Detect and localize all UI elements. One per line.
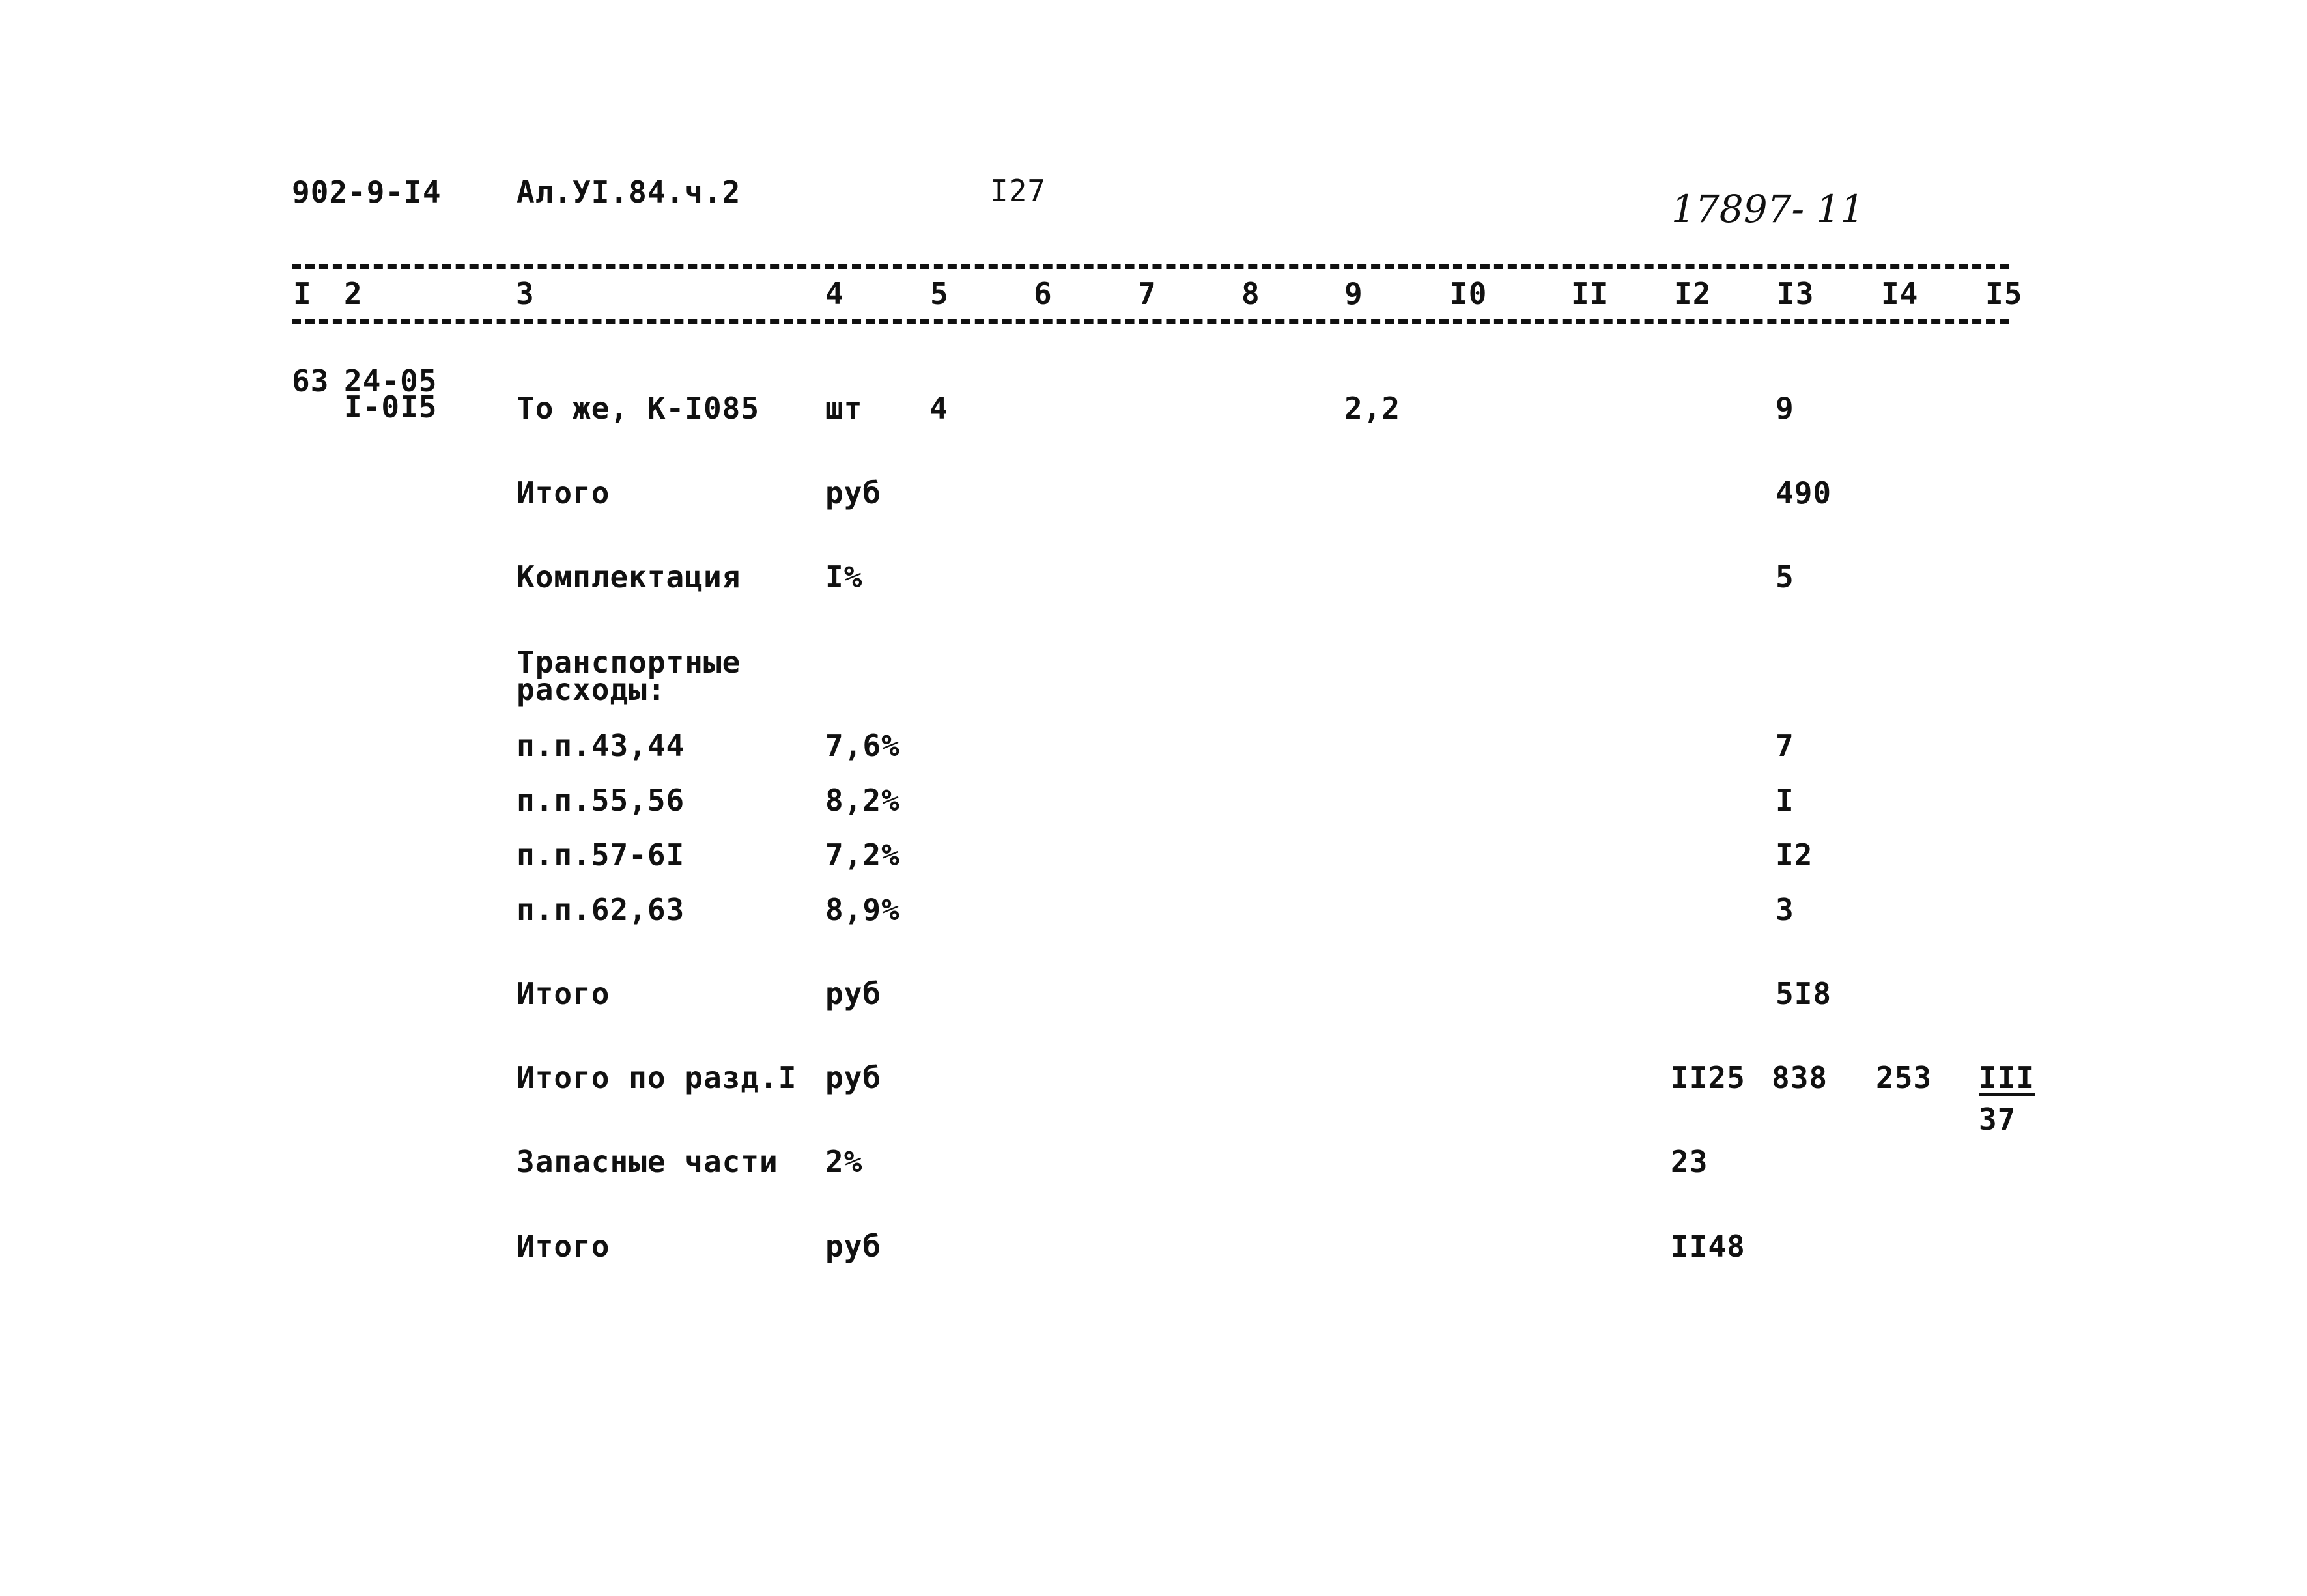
handwritten-number: 17897- 11	[1671, 187, 1865, 231]
cell-col13: 838	[1772, 1060, 1828, 1095]
row-name: Итого по разд.I	[517, 1060, 797, 1095]
row-name: Итого	[517, 1229, 610, 1264]
row-unit: I%	[825, 559, 863, 595]
cell-col5: 4	[929, 391, 948, 426]
column-header: 8	[1241, 276, 1260, 311]
cell-col13: 9	[1776, 391, 1794, 426]
row-unit: 8,9%	[825, 892, 900, 927]
cell-col12: II25	[1671, 1060, 1746, 1095]
row-name: п.п.55,56	[517, 783, 685, 818]
row-unit: руб	[825, 1060, 882, 1095]
row-name-line2: расходы:	[517, 672, 666, 707]
column-header: 7	[1138, 276, 1157, 311]
column-header: 3	[516, 276, 535, 311]
row-name: Итого	[517, 976, 610, 1011]
cell-col15-numerator: III	[1979, 1060, 2035, 1095]
cell-col13: 7	[1776, 728, 1794, 763]
cell-col13: I	[1776, 783, 1794, 818]
row-unit: руб	[825, 976, 882, 1011]
item-number: 63	[292, 363, 330, 399]
page-number: I27	[990, 173, 1047, 208]
column-header: I2	[1674, 276, 1712, 311]
header-rule-bottom	[292, 319, 2009, 324]
row-unit: шт	[825, 391, 863, 426]
document-code: 902-9-I4	[292, 175, 442, 210]
row-unit: руб	[825, 1229, 882, 1264]
row-name-line1: Транспортные	[517, 645, 741, 680]
row-unit: 2%	[825, 1144, 863, 1179]
cell-col12: 23	[1671, 1144, 1708, 1179]
cell-col13: 3	[1776, 892, 1794, 927]
cell-col14: 253	[1876, 1060, 1932, 1095]
cell-col13: 5	[1776, 559, 1794, 595]
item-code-line1: 24-05	[344, 363, 438, 399]
column-header: 4	[825, 276, 844, 311]
column-header: I0	[1450, 276, 1488, 311]
column-header: 9	[1344, 276, 1363, 311]
column-header: I4	[1881, 276, 1919, 311]
row-name: Итого	[517, 475, 610, 511]
cell-col15-denominator: 37	[1979, 1102, 2017, 1137]
cell-col13: 5I8	[1776, 976, 1832, 1011]
column-header: 6	[1034, 276, 1053, 311]
album-reference: Ал.УI.84.ч.2	[517, 175, 741, 210]
item-code-line2: I-0I5	[344, 389, 438, 425]
row-name: Запасные части	[517, 1144, 778, 1179]
column-header: 5	[930, 276, 949, 311]
column-header: 2	[344, 276, 363, 311]
column-header: I3	[1777, 276, 1815, 311]
header-rule-top	[292, 264, 2009, 269]
row-unit: 7,2%	[825, 837, 900, 873]
row-name: Комплектация	[517, 559, 741, 595]
row-unit: 8,2%	[825, 783, 900, 818]
row-name: п.п.62,63	[517, 892, 685, 927]
cell-col13: 490	[1776, 475, 1832, 511]
row-name: п.п.57-6I	[517, 837, 685, 873]
cell-col9: 2,2	[1344, 391, 1401, 426]
column-header: I	[293, 276, 312, 311]
row-unit: руб	[825, 475, 882, 511]
row-name: п.п.43,44	[517, 728, 685, 763]
row-name: То же, К-I085	[517, 391, 760, 426]
row-unit: 7,6%	[825, 728, 900, 763]
cell-col13: I2	[1776, 837, 1813, 873]
column-header: II	[1571, 276, 1609, 311]
column-header: I5	[1985, 276, 2023, 311]
cell-col12: II48	[1671, 1229, 1746, 1264]
